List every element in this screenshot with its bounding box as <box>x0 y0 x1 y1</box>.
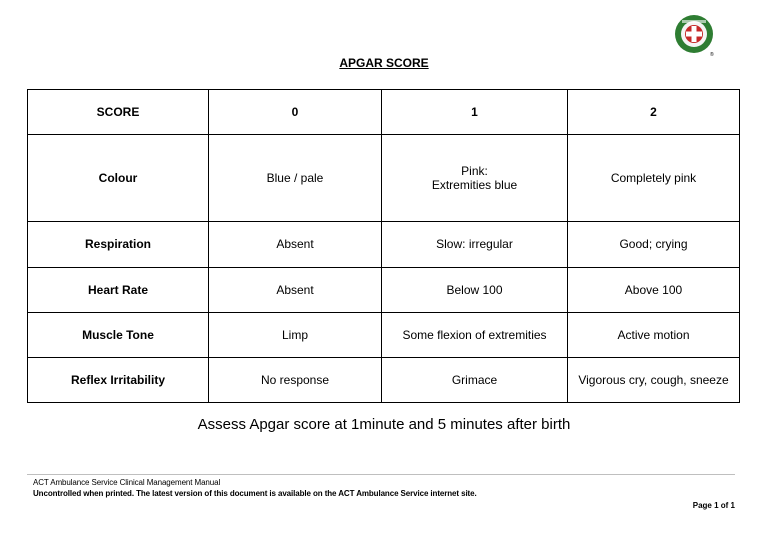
cell: No response <box>209 357 382 402</box>
table-row <box>28 267 740 312</box>
table-header-row <box>28 90 740 135</box>
cell: Grimace <box>382 357 568 402</box>
cell: Absent <box>209 222 382 267</box>
cell: Active motion <box>568 312 740 357</box>
cell: Absent <box>209 267 382 312</box>
footer-manual-title: ACT Ambulance Service Clinical Management Manual <box>33 478 221 487</box>
cell-line: Pink: <box>461 164 488 179</box>
cell: Blue / pale <box>209 135 382 222</box>
assessment-note: Assess Apgar score at 1minute and 5 minutes after birth <box>197 416 571 433</box>
cell: Above 100 <box>568 267 740 312</box>
cell-line: Extremities blue <box>431 178 518 193</box>
row-label: Colour <box>28 135 209 222</box>
header-score: SCORE <box>28 90 209 135</box>
svg-text:®: ® <box>710 52 714 58</box>
page-title: APGAR SCORE <box>339 56 429 70</box>
cell: Below 100 <box>382 267 568 312</box>
cell <box>382 135 568 222</box>
cell: Limp <box>209 312 382 357</box>
header-1: 1 <box>382 90 568 135</box>
table-row <box>28 312 740 357</box>
cell: Some flexion of extremities <box>382 312 568 357</box>
header-2: 2 <box>568 90 740 135</box>
page-number: Page 1 of 1 <box>692 501 735 510</box>
cell: Completely pink <box>568 135 740 222</box>
row-label: Respiration <box>28 222 209 267</box>
table-row <box>28 222 740 267</box>
cell: Vigorous cry, cough, sneeze <box>568 357 740 402</box>
header-0: 0 <box>209 90 382 135</box>
act-ambulance-logo <box>674 14 716 58</box>
apgar-table <box>27 89 740 403</box>
row-label: Heart Rate <box>28 267 209 312</box>
footer-divider <box>27 474 735 475</box>
cell: Good; crying <box>568 222 740 267</box>
footer-disclaimer: Uncontrolled when printed. The latest version of this document is available on the ACT Ambulance Service internet site. <box>33 489 477 498</box>
row-label: Muscle Tone <box>28 312 209 357</box>
table-row <box>28 135 740 222</box>
table-row <box>28 357 740 402</box>
cell: Slow: irregular <box>382 222 568 267</box>
row-label: Reflex Irritability <box>28 357 209 402</box>
